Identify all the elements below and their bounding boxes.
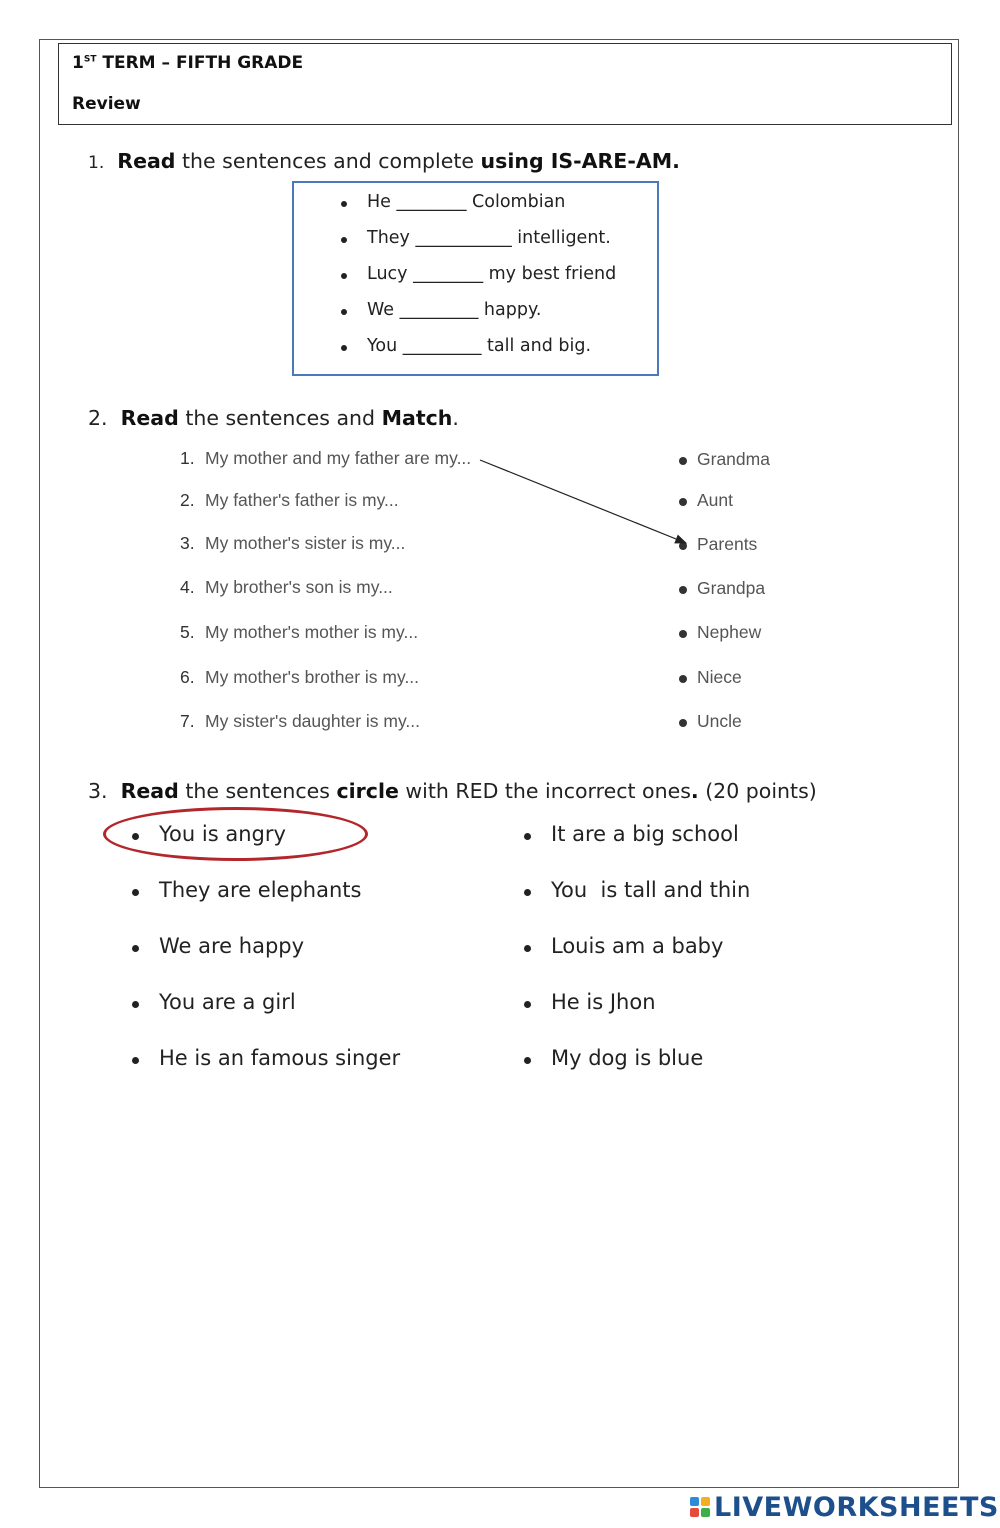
worksheet-header <box>58 43 952 125</box>
logo-text: LIVEWORKSHEETS <box>714 1491 999 1523</box>
matching-exercise <box>180 440 820 750</box>
sentence-item[interactable]: It are a big school <box>551 822 739 846</box>
match-right-item[interactable]: Aunt <box>697 490 733 510</box>
match-right-item[interactable]: Grandma <box>697 449 770 469</box>
fill-item[interactable]: We _________ happy. <box>367 300 542 320</box>
sentence-item[interactable]: You is tall and thin <box>551 878 751 902</box>
sentence-item[interactable]: He is an famous singer <box>159 1046 401 1070</box>
sentence-item[interactable]: You are a girl <box>159 990 296 1014</box>
sentence-item[interactable]: You is angry <box>159 822 286 846</box>
match-left-item[interactable]: 5. My mother's mother is my... <box>180 622 419 642</box>
match-left-item[interactable]: 1. My mother and my father are my... <box>180 448 472 468</box>
match-right-item[interactable]: Niece <box>697 667 742 687</box>
review-subtitle: Review <box>72 94 141 114</box>
fill-in-box <box>292 181 659 376</box>
sentence-item[interactable]: Louis am a baby <box>551 934 724 958</box>
sentence-item[interactable]: They are elephants <box>159 878 362 902</box>
match-right-item[interactable]: Grandpa <box>697 578 766 598</box>
section3-instruction: 3. Read the sentences circle with RED the incorrect ones. (20 points) <box>88 779 817 803</box>
match-left-item[interactable]: 3. My mother's sister is my... <box>180 533 406 553</box>
sentence-item[interactable]: He is Jhon <box>551 990 656 1014</box>
fill-item[interactable]: Lucy ________ my best friend <box>367 264 617 284</box>
match-right-item[interactable]: Uncle <box>697 711 742 731</box>
term-title: 1ST TERM – FIFTH GRADE <box>72 53 304 73</box>
match-left-item[interactable]: 7. My sister's daughter is my... <box>180 711 421 731</box>
match-left-item[interactable]: 6. My mother's brother is my... <box>180 667 420 687</box>
match-right-item[interactable]: Parents <box>697 534 758 554</box>
section1-instruction: 1. Read the sentences and complete using IS-ARE-AM. <box>88 149 680 173</box>
fill-item[interactable]: You _________ tall and big. <box>367 336 592 356</box>
match-right-item[interactable]: Nephew <box>697 622 762 642</box>
sentence-item[interactable]: We are happy <box>159 934 305 958</box>
section2-instruction: 2. Read the sentences and Match. <box>88 406 459 430</box>
match-left-item[interactable]: 2. My father's father is my... <box>180 490 399 510</box>
fill-item[interactable]: He ________ Colombian <box>367 192 566 212</box>
liveworksheets-logo <box>690 1490 999 1524</box>
example-match-arrow <box>180 440 820 750</box>
sentence-item[interactable]: My dog is blue <box>551 1046 704 1070</box>
match-left-item[interactable]: 4. My brother's son is my... <box>180 577 393 597</box>
logo-mark-icon <box>690 1497 710 1517</box>
fill-item[interactable]: They ___________ intelligent. <box>367 228 611 248</box>
